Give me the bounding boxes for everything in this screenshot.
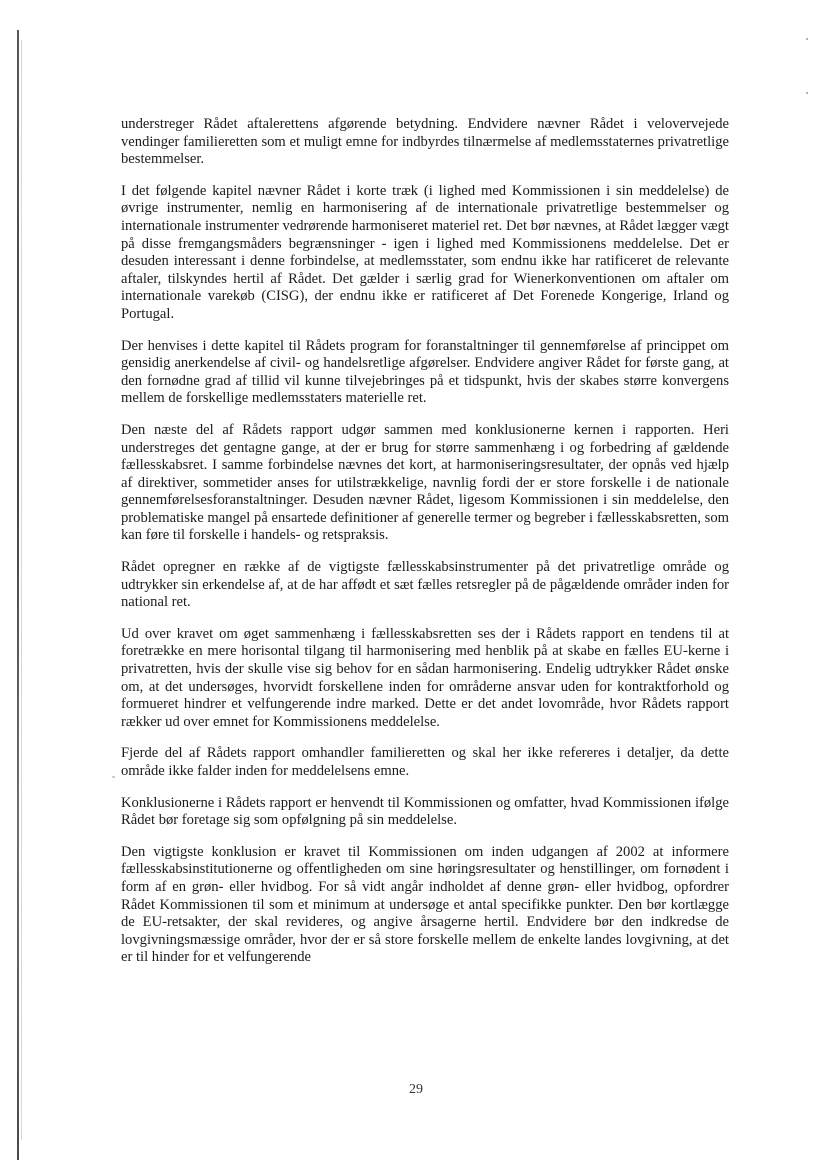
paragraph-4: Den næste del af Rådets rapport udgør sammen med konklusionerne kernen i rapporten. Heri understreges det gentagne gange, at der er brug for større sammenhæng i og forbedring af gældende fællesskabsret. I samme forbindelse nævnes det kort, at harmoniseringsresultater, der opnås ved hjælp af direktiver, sommetider anses for utilstrækkelige, navnlig fordi der er store forskelle i de nationale gennemførelsesforanstaltninger. Desuden nævner Rådet, ligesom Kommissionen i sin meddelelse, den problematiske mangel på ensartede definitioner af generelle termer og begreber i fællesskabsretten, som kan føre til forskelle i handels- og retspraksis. bbox=[121, 421, 729, 544]
paragraph-3: Der henvises i dette kapitel til Rådets program for foranstaltninger til gennemførelse af princippet om gensidig anerkendelse af civil- og handelsretlige afgørelser. Endvidere angiver Rådet for første gang, at den fornødne grad af tillid vil kunne tilvejebringes på et tidspunkt, hvis der skabes større konvergens mellem de forskellige medlemsstaters materielle ret. bbox=[121, 337, 729, 407]
paragraph-1: understreger Rådet aftalerettens afgørende betydning. Endvidere nævner Rådet i velovervejede vendinger familieretten som et muligt emne for indbyrdes tilnærmelse af medlemsstaternes privatretlige bestemmelser. bbox=[121, 116, 729, 168]
page-number: 29 bbox=[409, 1082, 423, 1097]
paragraph-7: Fjerde del af Rådets rapport omhandler familieretten og skal her ikke refereres i detaljer, da dette område ikke falder inden for meddelelsens emne. bbox=[121, 745, 729, 779]
scan-speck bbox=[112, 776, 115, 778]
paragraph-8: Konklusionerne i Rådets rapport er henvendt til Kommissionen og omfatter, hvad Kommissionen ifølge Rådet bør foretage sig som opfølgning på sin meddelelse. bbox=[121, 794, 729, 829]
paragraph-9: Den vigtigste konklusion er kravet til Kommissionen om inden udgangen af 2002 at informere fællesskabsinstitutionerne og offentligheden om sine høringsresultater og henstillinger, om fornødent i form af en grøn- eller hvidbog. For så vidt angår indholdet af denne grøn- eller hvidbog, opfordrer Rådet Kommissionen til som et minimum at undersøge et antal specifikke punkter. Den bør kortlægge de EU-retsakter, der skal revideres, og angive årsagerne hertil. Endvidere bør den indkredse de lovgivningsmæssige områder, hvor der er så store forskelle mellem de enkelte landes lovgivning, at det er til hinder for et velfungerende bbox=[121, 843, 729, 966]
scan-speck bbox=[806, 92, 808, 94]
scan-edge-line bbox=[21, 40, 22, 1140]
paragraph-6: Ud over kravet om øget sammenhæng i fællesskabsretten ses der i Rådets rapport en tendens til at foretrække en mere horisontal tilgang til harmonisering med henblik på at skabe en fælles EU-kerne i privatretten, hvis der skulle vise sig behov for en sådan harmonisering. Endelig udtrykker Rådet ønske om, at det undersøges, hvorvidt forskellene inden for områderne ansvar uden for kontraktforhold og formueret hindrer et velfungerende indre marked. Dette er det andet lovområde, hvor Rådets rapport rækker ud over emnet for Kommissionens meddelelse. bbox=[121, 625, 729, 730]
scan-speck bbox=[806, 38, 808, 40]
scan-edge-shadow bbox=[17, 30, 19, 1160]
paragraph-5: Rådet opregner en række af de vigtigste fællesskabsinstrumenter på det privatretlige område og udtrykker sin erkendelse af, at de har affødt et sæt fælles retsregler på de pågældende områder inden for national ret. bbox=[121, 559, 729, 611]
document-page bbox=[121, 116, 729, 981]
paragraph-2: I det følgende kapitel nævner Rådet i korte træk (i lighed med Kommissionen i sin meddelelse) de øvrige instrumenter, nemlig en harmonisering af de internationale privatretlige bestemmelser og internationale instrumenter vedrørende harmoniseret materiel ret. Det bør nævnes, at Rådet lægger vægt på disse fremgangsmåders begrænsninger - igen i lighed med Kommissionens meddelelse. Det er desuden interessant i denne forbindelse, at medlemsstater, som endnu ikke har ratificeret de relevante aftaler, tilskyndes hertil af Rådet. Det gælder i særlig grad for Wienerkonventionen om aftaler om internationale varekøb (CISG), der endnu ikke er ratificeret af Det Forenede Kongerige, Irland og Portugal. bbox=[121, 182, 729, 322]
